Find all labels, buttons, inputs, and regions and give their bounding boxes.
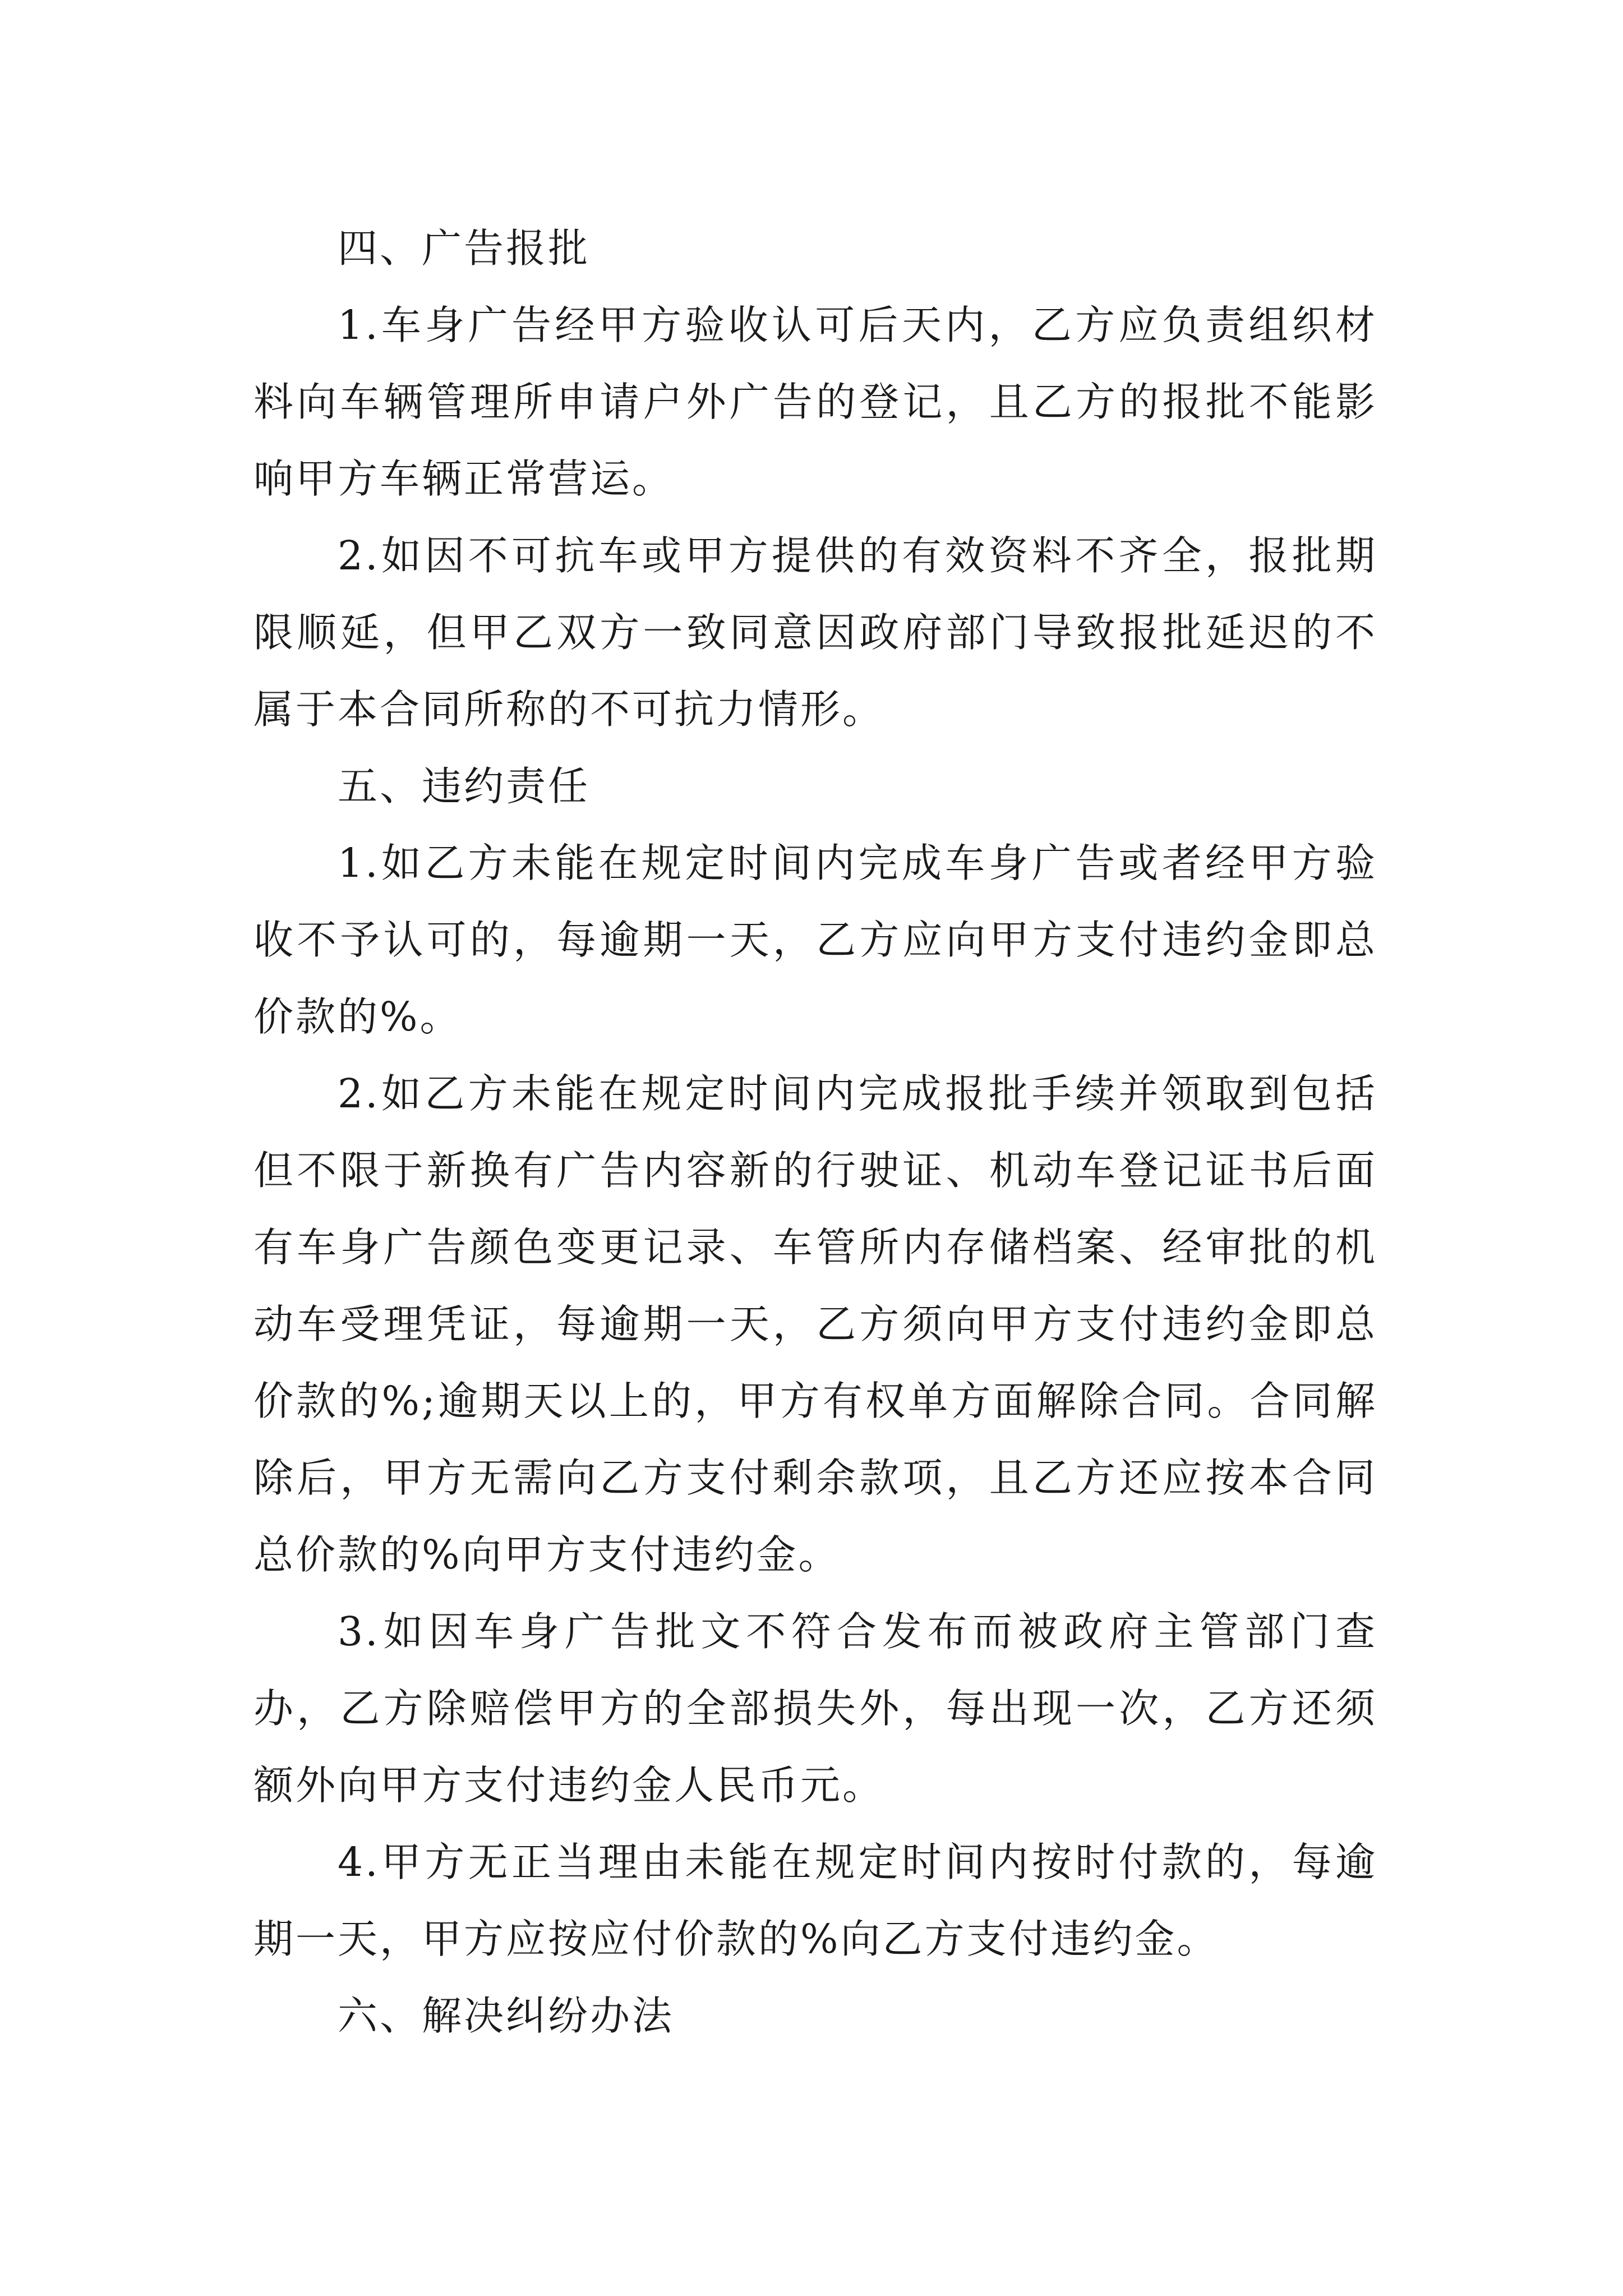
document-body [253,210,1377,2054]
section-heading-advertising-approval: 四、广告报批 [338,225,591,272]
paragraph-breach-item-4: 4.甲方无正当理由未能在规定时间内按时付款的，每逾期一天，甲方应按应付价款的%向乙方支付违约金。 [253,1839,1377,1962]
paragraph-breach-item-1: 1.如乙方未能在规定时间内完成车身广告或者经甲方验收不予认可的，每逾期一天，乙方应向甲方支付违约金即总价款的%。 [253,840,1377,1040]
paragraph-breach-item-3: 3.如因车身广告批文不符合发布而被政府主管部门查办，乙方除赔偿甲方的全部损失外，每出现一次，乙方还须额外向甲方支付违约金人民币元。 [253,1608,1377,1809]
section-heading-dispute-resolution: 六、解决纠纷办法 [338,1993,675,2039]
paragraph-approval-item-2: 2.如因不可抗车或甲方提供的有效资料不齐全，报批期限顺延，但甲乙双方一致同意因政府部门导致报批延迟的不属于本合同所称的不可抗力情形。 [253,532,1377,733]
paragraph-approval-item-1: 1.车身广告经甲方验收认可后天内，乙方应负责组织材料向车辆管理所申请户外广告的登记，且乙方的报批不能影响甲方车辆正常营运。 [253,302,1377,502]
section-heading-breach-liability: 五、违约责任 [338,763,591,809]
paragraph-breach-item-2: 2.如乙方未能在规定时间内完成报批手续并领取到包括但不限于新换有广告内容新的行驶证、机动车登记证书后面有车身广告颜色变更记录、车管所内存储档案、经审批的机动车受理凭证，每逾期一天，乙方须向甲方支付违约金即总价款的%;逾期天以上的，甲方有权单方面解除合同。合同解除后，甲方无需向乙方支付剩余款项，且乙方还应按本合同总价款的%向甲方支付违约金。 [253,1070,1377,1578]
